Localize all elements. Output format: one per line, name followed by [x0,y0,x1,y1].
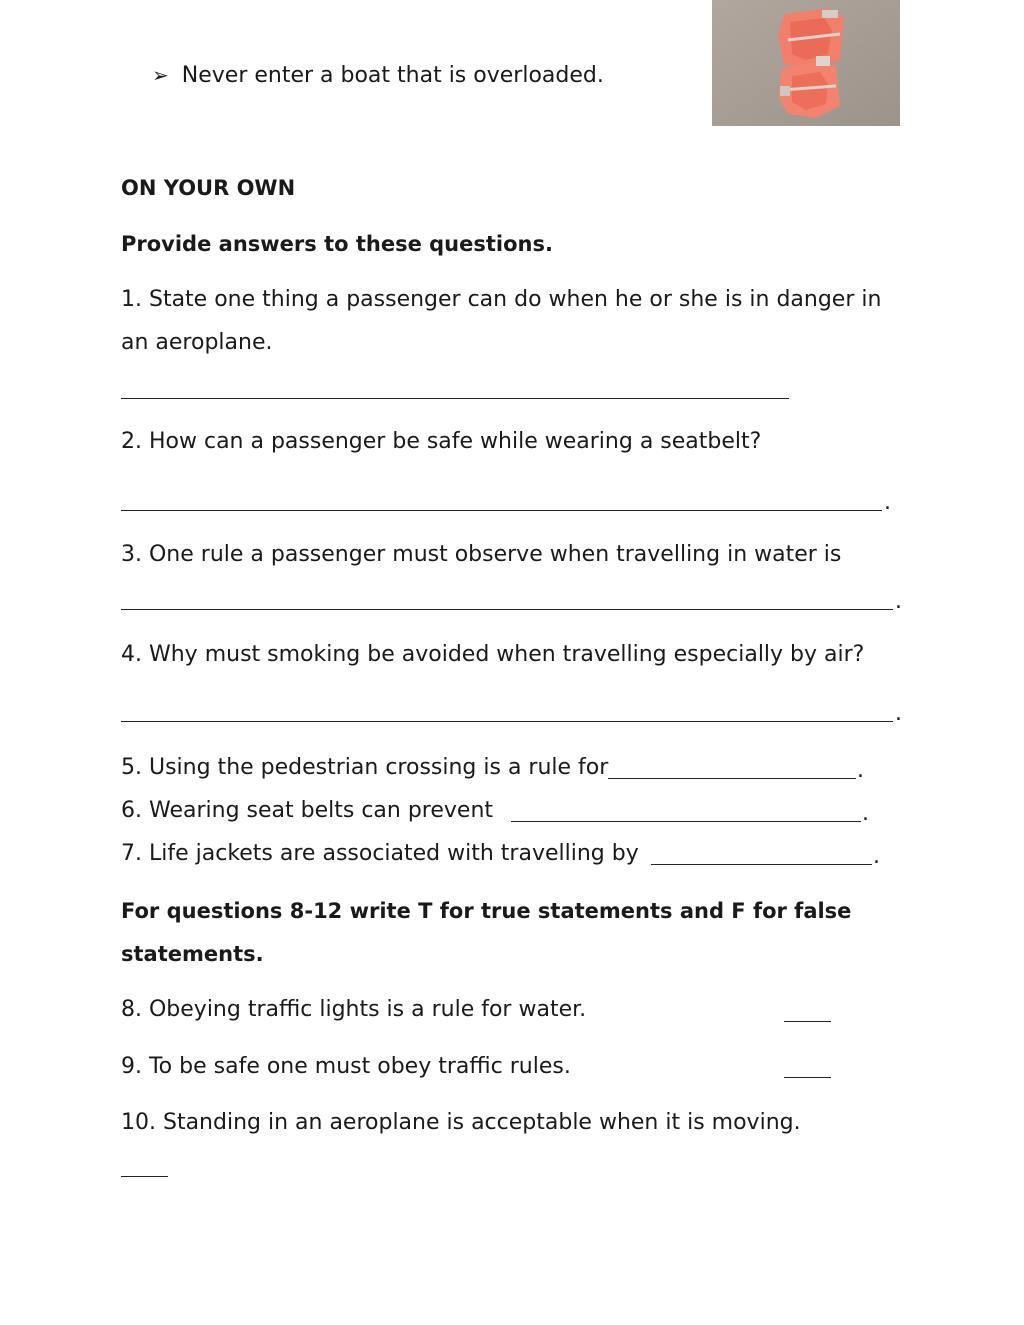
question-6: 6. Wearing seat belts can prevent [121,798,494,823]
answer-blank-8[interactable] [784,1021,831,1022]
answer-blank-10[interactable] [121,1176,168,1177]
instruction-provide-answers: Provide answers to these questions. [121,232,553,256]
answer-blank-9[interactable] [784,1077,831,1078]
section-heading: ON YOUR OWN [121,176,296,200]
arrow-bullet-icon: ➢ [152,63,169,87]
question-1-line-2: an aeroplane. [121,330,273,355]
answer-line-1[interactable] [121,398,789,399]
answer-line-7[interactable] [651,864,872,865]
instruction-true-false-line-2: statements. [121,942,264,966]
instruction-true-false-line-1: For questions 8-12 write T for true statements and F for false [121,899,852,923]
bullet-text: Never enter a boat that is overloaded. [181,63,604,88]
answer-line-2[interactable] [121,510,882,511]
question-7: 7. Life jackets are associated with travelling by [121,841,639,866]
question-4: 4. Why must smoking be avoided when travelling especially by air? [121,642,865,667]
question-10: 10. Standing in an aeroplane is acceptable when it is moving. [121,1110,801,1135]
question-9: 9. To be safe one must obey traffic rules. [121,1054,571,1079]
question-5: 5. Using the pedestrian crossing is a rule for [121,755,609,780]
answer-line-3[interactable] [121,609,893,610]
question-3: 3. One rule a passenger must observe when travelling in water is [121,542,842,567]
answer-line-3-period: . [895,589,902,614]
life-jacket-image [712,0,900,126]
bullet-item [152,61,604,90]
answer-line-4[interactable] [121,721,893,722]
answer-line-2-period: . [884,490,891,515]
answer-line-5[interactable] [608,778,856,779]
life-jacket-photo [712,0,900,126]
answer-line-7-period: . [873,844,880,869]
question-1-line-1: 1. State one thing a passenger can do when he or she is in danger in [121,287,882,312]
answer-line-6[interactable] [511,821,861,822]
answer-line-4-period: . [895,701,902,726]
question-8: 8. Obeying traffic lights is a rule for water. [121,997,587,1022]
answer-line-6-period: . [862,801,869,826]
answer-line-5-period: . [857,758,864,783]
question-2: 2. How can a passenger be safe while wearing a seatbelt? [121,429,762,454]
